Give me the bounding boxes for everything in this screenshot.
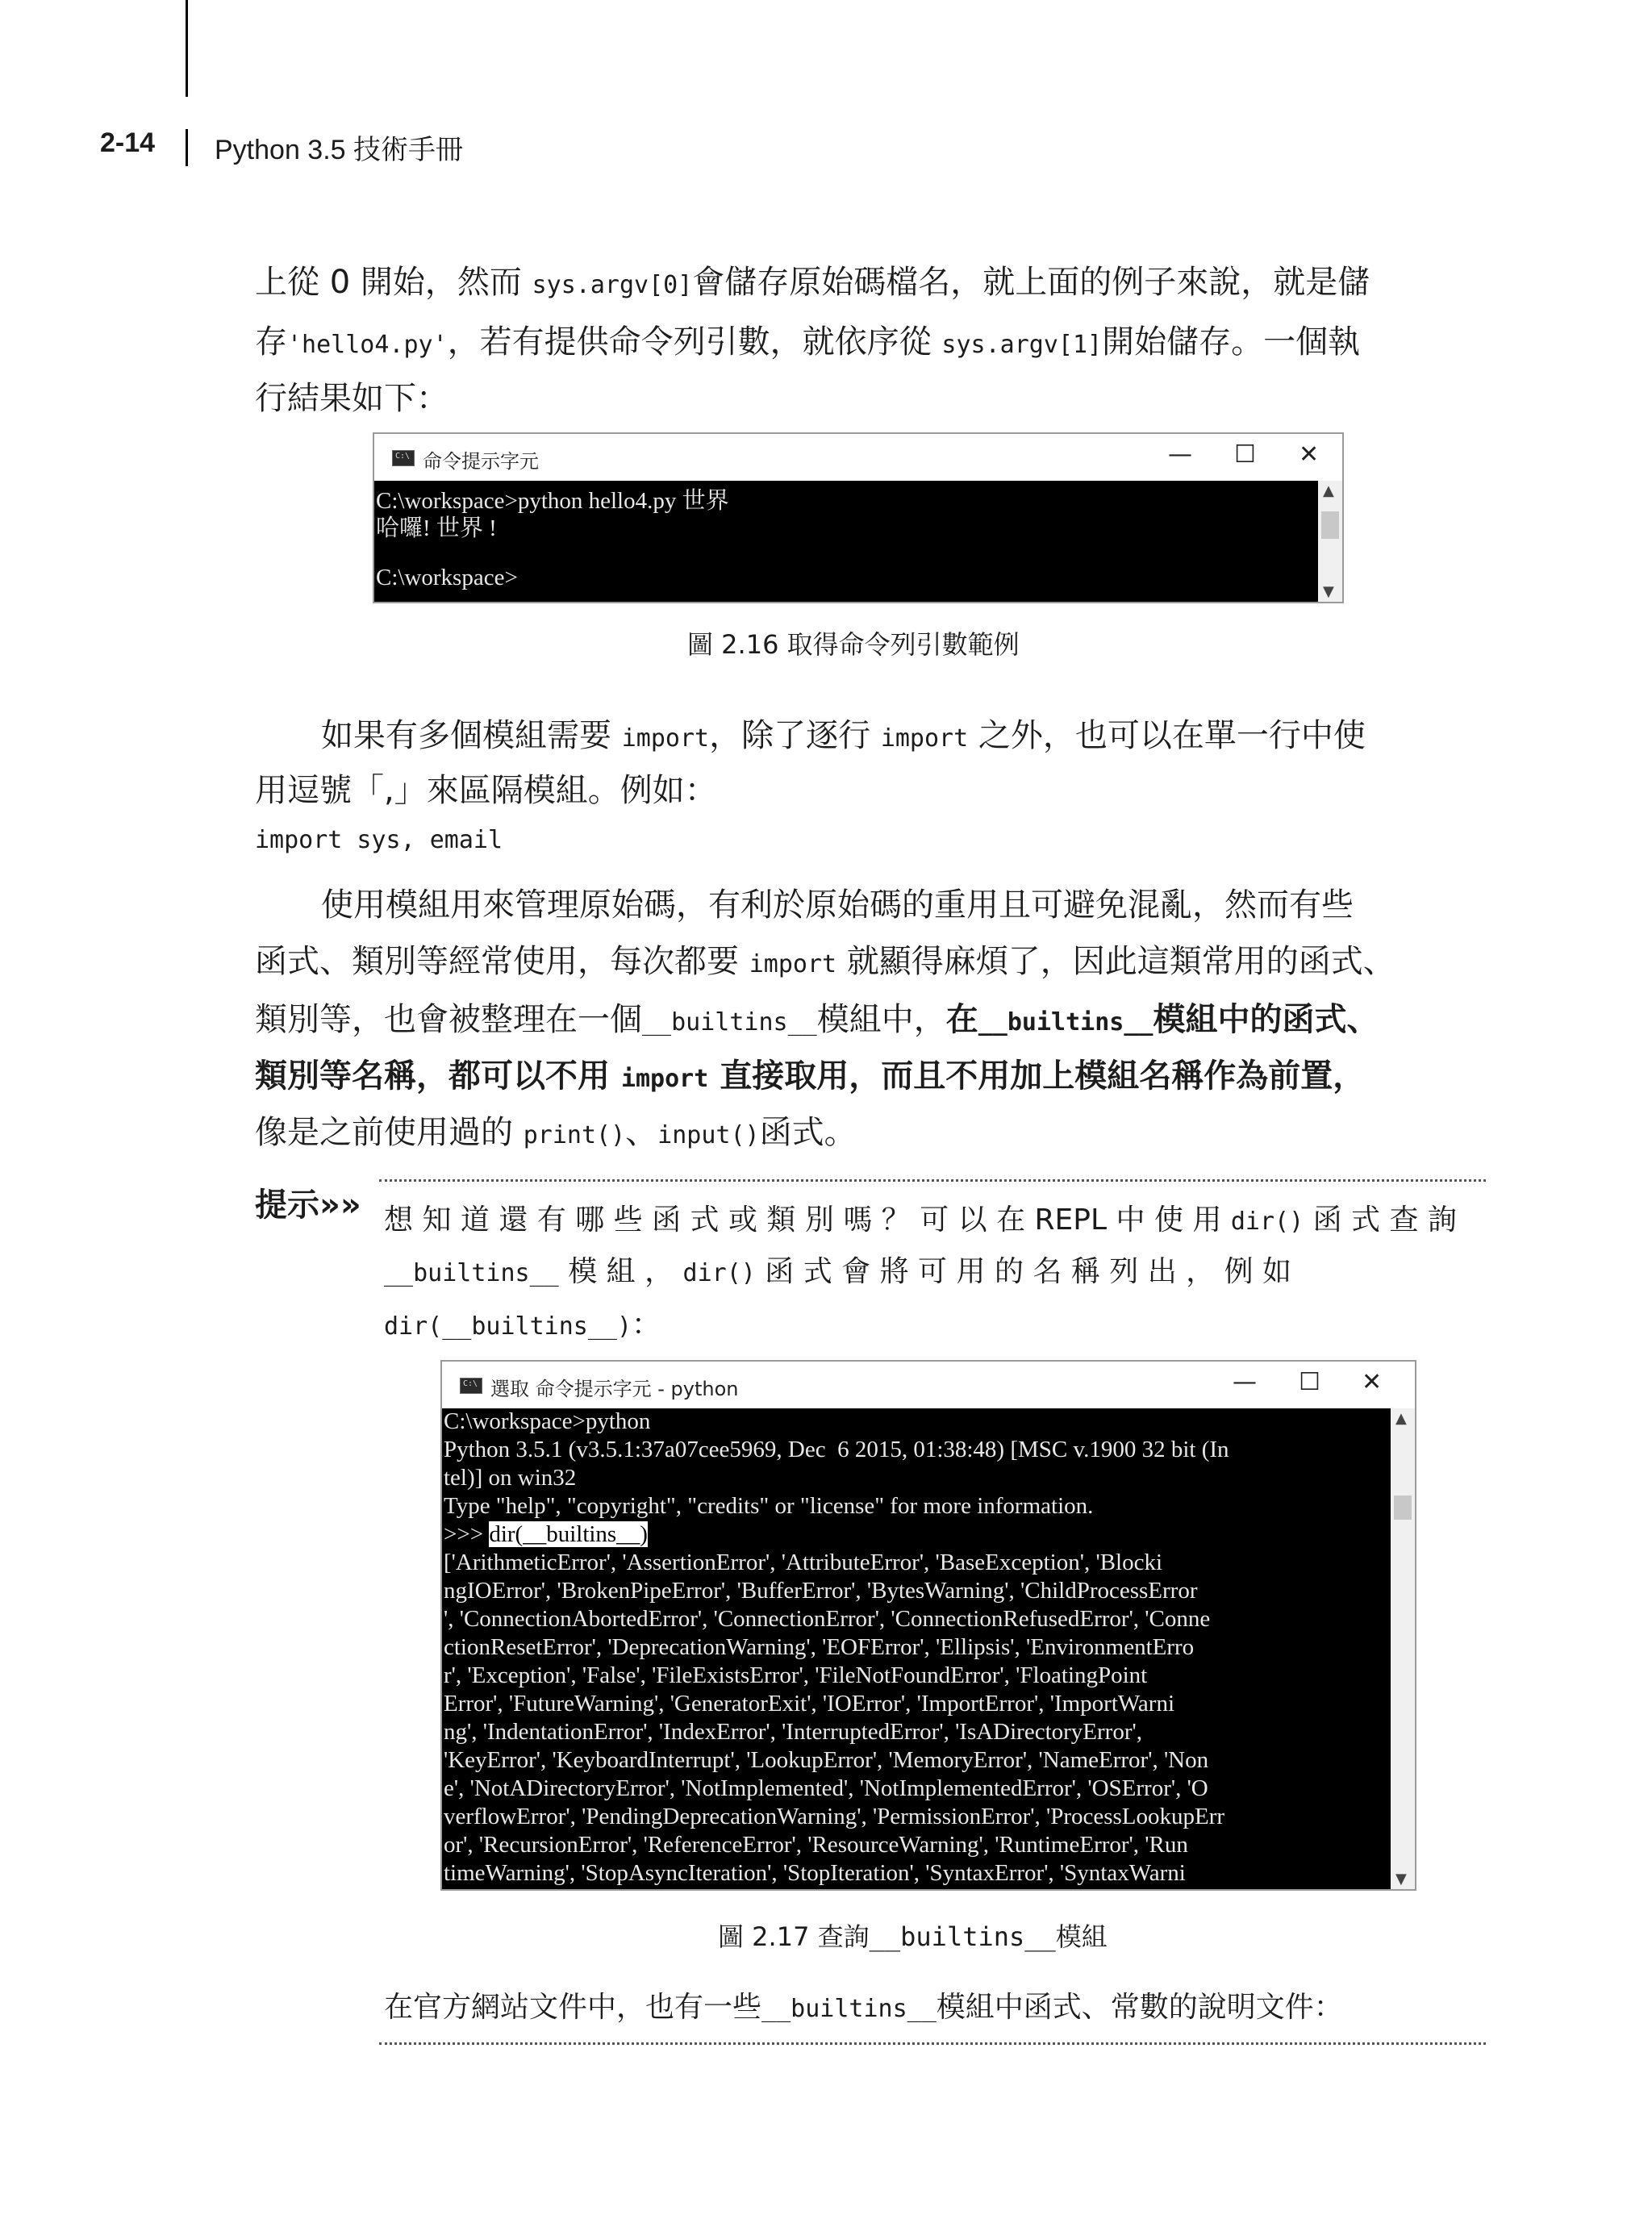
text: 函 式 查 詢 — [1304, 1203, 1457, 1237]
bold-text: 類別等名稱，都可以不用 — [255, 1057, 621, 1095]
inline-code: dir() — [682, 1259, 756, 1287]
text: 、 — [625, 1114, 658, 1151]
text: 開始儲存。一個執 — [1102, 323, 1361, 361]
text: 就顯得麻煩了，因此這類常用的函式、 — [836, 943, 1395, 980]
console-line: e', 'NotADirectoryError', 'NotImplemented', 'NotImplementedError', 'OSError', 'O — [444, 1775, 1208, 1801]
console-line: verflowError', 'PendingDeprecationWarning', 'PermissionError', 'ProcessLookupErr — [444, 1804, 1225, 1829]
console-line: C:\workspace>python hello4.py 世界 — [376, 488, 729, 514]
inline-code: dir() — [1230, 1208, 1304, 1236]
selected-command[interactable]: dir(__builtins__) — [489, 1521, 648, 1547]
console-line: Error', 'FutureWarning', 'GeneratorExit', 'IOError', 'ImportError', 'ImportWarni — [444, 1691, 1175, 1717]
console-icon: C:\ — [460, 1378, 482, 1394]
scrollbar[interactable] — [1391, 1408, 1415, 1889]
para2-line1 — [321, 710, 1366, 756]
text: 在官方網站文件中，也有一些 — [384, 1991, 762, 2024]
console-line: or', 'RecursionError', 'ReferenceError', 'ResourceWarning', 'RuntimeError', 'Run — [444, 1832, 1188, 1858]
console-prompt-line — [444, 1521, 648, 1548]
text: 模組 — [1055, 1921, 1108, 1952]
hint-top-rule — [379, 1179, 1486, 1182]
console-line: ngIOError', 'BrokenPipeError', 'BufferError', 'BytesWarning', 'ChildProcessError — [444, 1578, 1198, 1604]
inline-code: input() — [657, 1121, 760, 1149]
page-number: 2-14 — [100, 127, 156, 158]
para1-line1 — [255, 257, 1370, 302]
console-line: ', 'ConnectionAbortedError', 'ConnectionError', 'ConnectionRefusedError', 'Conne — [444, 1606, 1211, 1632]
console-line: C:\workspace> — [376, 565, 518, 590]
inline-code: print() — [523, 1121, 626, 1149]
inline-code: dir(__builtins__) — [384, 1312, 632, 1341]
maximize-button[interactable]: ☐ — [1299, 1368, 1320, 1396]
hint-label — [255, 1179, 361, 1225]
inline-code: import — [621, 724, 710, 753]
inline-code: import — [880, 724, 969, 753]
para3-line2 — [255, 936, 1395, 982]
bold-text: 直接取用，而且不用加上模組名稱作為前置， — [708, 1057, 1366, 1095]
figure-caption-2-17 — [718, 1917, 1108, 1954]
console-line: C:\workspace>python — [444, 1408, 651, 1434]
para3-line4 — [255, 1050, 1365, 1096]
inline-code: sys.argv[0] — [532, 271, 693, 299]
header-rule-top — [186, 0, 188, 97]
title-bar — [442, 1362, 1415, 1408]
text: ，若有提供命令列引數，就依序從 — [447, 323, 942, 361]
console-line: ['ArithmeticError', 'AssertionError', 'AttributeError', 'BaseException', 'Blocki — [444, 1550, 1162, 1575]
console-window-1 — [373, 432, 1344, 603]
scrollbar[interactable] — [1318, 481, 1342, 602]
text: 想 知 道 還 有 哪 些 函 式 或 類 別 嗎 ？ 可 以 在 REPL 中 使 用 — [384, 1203, 1231, 1237]
scroll-down-icon[interactable]: ▼ — [1395, 1871, 1407, 1888]
console-line: Type "help", "copyright", "credits" or "license" for more information. — [444, 1493, 1094, 1519]
scroll-thumb[interactable] — [1394, 1495, 1412, 1520]
code-example: import sys, email — [255, 826, 503, 854]
hint-bottom-rule — [379, 2042, 1486, 2045]
hint-label-text: 提示 — [255, 1187, 319, 1224]
figure-caption-2-16: 圖 2.16 取得命令列引數範例 — [687, 629, 1020, 660]
text: 函式。 — [759, 1114, 857, 1151]
console-line: 'KeyError', 'KeyboardInterrupt', 'LookupError', 'MemoryError', 'NameError', 'Non — [444, 1747, 1209, 1773]
prompt: >>> — [444, 1521, 490, 1547]
minimize-button[interactable]: — — [1168, 440, 1192, 469]
close-button[interactable]: ✕ — [1362, 1368, 1383, 1396]
inline-code: __builtins__ — [761, 1995, 937, 2023]
scroll-down-icon[interactable]: ▼ — [1323, 583, 1334, 600]
text: 如果有多個模組需要 — [321, 717, 622, 754]
scroll-up-icon[interactable]: ▲ — [1323, 482, 1334, 499]
para3-line5 — [255, 1107, 857, 1153]
text: 模組中函式、常數的說明文件： — [936, 1991, 1343, 2024]
header-rule — [186, 129, 188, 166]
text: 類別等，也會被整理在一個 — [255, 1001, 642, 1038]
inline-code: __builtins__ — [978, 1008, 1153, 1037]
text: 存 — [255, 323, 287, 361]
console-line: tel)] on win32 — [444, 1465, 577, 1491]
window-title: 選取 命令提示字元 - python — [490, 1378, 739, 1400]
console-window-2 — [440, 1360, 1416, 1891]
console-screen[interactable] — [442, 1408, 1391, 1889]
bold-text: 模組中的函式、 — [1153, 1001, 1379, 1038]
text: 會儲存原始碼檔名，就上面的例子來說，就是儲 — [692, 264, 1370, 301]
maximize-button[interactable]: ☐ — [1234, 440, 1256, 469]
inline-code: __builtins__ — [384, 1259, 559, 1287]
para3-line1: 使用模組用來管理原始碼，有利於原始碼的重用且可避免混亂，然而有些 — [321, 886, 1354, 924]
console-line: ctionResetError', 'DeprecationWarning', 'EOFError', 'Ellipsis', 'EnvironmentErro — [444, 1634, 1195, 1660]
scroll-thumb[interactable] — [1321, 511, 1339, 539]
console-screen[interactable] — [374, 481, 1318, 602]
inline-code: import — [749, 950, 837, 978]
hint-line1 — [384, 1197, 1457, 1238]
inline-code: __builtins__ — [869, 1921, 1056, 1952]
book-title: Python 3.5 技術手冊 — [215, 135, 464, 165]
scroll-up-icon[interactable]: ▲ — [1395, 1410, 1407, 1427]
title-bar — [374, 434, 1342, 481]
para1-line2 — [255, 316, 1360, 362]
console-icon: C:\ — [392, 450, 415, 466]
para1-line3: 行結果如下： — [255, 380, 448, 417]
text: 像是之前使用過的 — [255, 1114, 524, 1151]
text: 函式、類別等經常使用，每次都要 — [255, 943, 749, 980]
final-line — [384, 1984, 1343, 2025]
window-title: 命令提示字元 — [423, 450, 539, 473]
text: 圖 2.17 查詢 — [718, 1921, 870, 1952]
text: ： — [632, 1308, 661, 1341]
hint-line3 — [384, 1302, 661, 1343]
console-line: timeWarning', 'StopAsyncIteration', 'StopIteration', 'SyntaxError', 'SyntaxWarni — [444, 1860, 1186, 1886]
minimize-button[interactable]: — — [1233, 1368, 1257, 1396]
inline-code: sys.argv[1] — [941, 331, 1103, 359]
console-line: 哈囉! 世界 ! — [376, 515, 497, 541]
text: 模 組 ， — [558, 1255, 683, 1288]
text: 函 式 會 將 可 用 的 名 稱 列 出 ， 例 如 — [755, 1255, 1292, 1288]
text: 模組中， — [816, 1001, 946, 1038]
hint-line2 — [384, 1249, 1291, 1290]
console-line: Python 3.5.1 (v3.5.1:37a07cee5969, Dec 6 2015, 01:38:48) [MSC v.1900 32 bit (In — [444, 1437, 1229, 1462]
para2-line2: 用逗號「,」來區隔模組。例如： — [255, 772, 717, 809]
text: 之外，也可以在單一行中使 — [968, 717, 1366, 754]
text: 上從 0 開始，然而 — [255, 264, 532, 301]
bold-text: 在 — [945, 1001, 978, 1038]
text: ，除了逐行 — [709, 717, 881, 754]
close-button[interactable]: ✕ — [1299, 440, 1320, 469]
double-chevron-icon: »» — [319, 1187, 361, 1224]
inline-code: import — [620, 1065, 709, 1093]
inline-code: __builtins__ — [642, 1008, 817, 1037]
inline-code: 'hello4.py' — [287, 331, 448, 359]
console-line: ng', 'IndentationError', 'IndexError', 'InterruptedError', 'IsADirectoryError', — [444, 1719, 1142, 1745]
para3-line3 — [255, 994, 1379, 1040]
console-line: r', 'Exception', 'False', 'FileExistsError', 'FileNotFoundError', 'FloatingPoint — [444, 1662, 1148, 1688]
